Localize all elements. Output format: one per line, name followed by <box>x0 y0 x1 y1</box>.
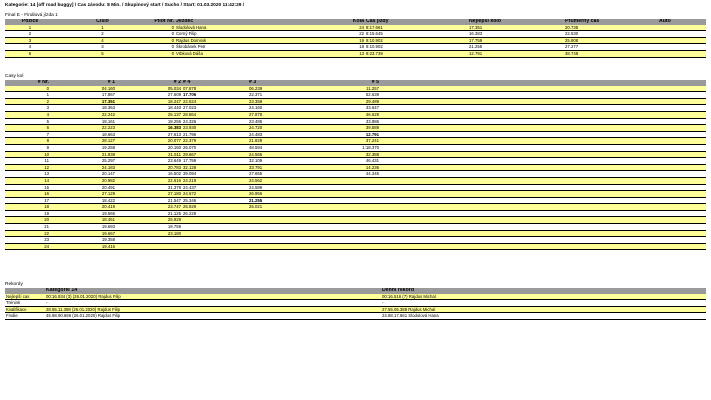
lap-cell: 22 <box>5 230 50 237</box>
final-cell: 17.759 <box>468 37 564 44</box>
lap-cell: 27.129 <box>50 191 116 198</box>
lap-cell: 22.624 <box>182 98 248 105</box>
lap-cell-spacer <box>380 125 706 132</box>
laps-title: Casy kol <box>5 74 24 79</box>
lap-cell-spacer <box>380 243 706 250</box>
record-cell: 27.65.05.388 Rajdus Michal <box>381 306 706 313</box>
lap-cell: 21.125 <box>116 210 182 217</box>
lap-cell-spacer <box>380 224 706 231</box>
lap-cell: 20.982 <box>50 177 116 184</box>
lap-cell: 18.422 <box>50 197 116 204</box>
lap-cell: 27.609 <box>116 92 182 99</box>
lap-cell <box>182 237 248 244</box>
lap-cell: 31.379 <box>116 184 182 191</box>
lap-cell: 23.747 <box>116 204 182 211</box>
final-cell: 19 <box>347 37 365 44</box>
laps-column-header: # 5 <box>314 80 380 86</box>
lap-cell: 27.655 <box>248 171 314 178</box>
laps-table-row <box>5 171 706 178</box>
lap-cell-spacer <box>380 105 706 112</box>
lap-cell-spacer <box>380 197 706 204</box>
lap-cell: 21.255 <box>248 197 314 204</box>
laps-table-row <box>5 243 706 250</box>
lap-cell: 17 <box>5 197 50 204</box>
lap-cell: 17.759 <box>182 158 248 165</box>
lap-cell: 15 <box>5 184 50 191</box>
final-column-header: Pozice <box>5 19 55 25</box>
final-cell: 22 <box>347 31 365 38</box>
final-cell: 4 <box>5 44 55 51</box>
lap-cell <box>314 177 380 184</box>
laps-table-row <box>5 118 706 125</box>
final-cell <box>658 44 706 51</box>
lap-cell-spacer <box>380 98 706 105</box>
laps-table-row <box>5 92 706 99</box>
lap-cell: 1 <box>5 92 50 99</box>
lap-cell: 19 <box>5 210 50 217</box>
lap-cell: 52.639 <box>314 92 380 99</box>
lap-cell <box>248 243 314 250</box>
laps-table-row <box>5 151 706 158</box>
record-cell: 24.88.17.661 Slodolová Hana <box>381 313 706 320</box>
final-column-header: Jezdec <box>175 19 347 25</box>
final-cell: 0 <box>150 25 175 31</box>
lap-cell: 32.128 <box>182 164 248 171</box>
lap-cell: 18.247 <box>116 98 182 105</box>
lap-cell: 24.326 <box>182 118 248 125</box>
lap-cell: 29.489 <box>314 98 380 105</box>
lap-cell: 1:18.370 <box>314 144 380 151</box>
lap-cell: 5 <box>5 118 50 125</box>
lap-cell: 16.383 <box>116 125 182 132</box>
lap-cell: 28.864 <box>182 111 248 118</box>
final-column-header: Nejlepší kolo <box>468 19 564 25</box>
final-cell: 5 <box>5 50 55 57</box>
laps-table-row <box>5 105 706 112</box>
laps-table-row <box>5 204 706 211</box>
final-column-header: Prumerný cas <box>564 19 658 25</box>
lap-cell: 23 <box>5 237 50 244</box>
lap-cell: 04.160 <box>50 86 116 92</box>
lap-cell: 25.346 <box>182 197 248 204</box>
lap-cell <box>248 230 314 237</box>
record-cell: - <box>381 300 706 307</box>
lap-cell: 20.783 <box>116 164 182 171</box>
lap-cell-spacer <box>380 210 706 217</box>
final-table-row <box>5 37 706 44</box>
lap-times-table <box>5 80 706 250</box>
final-column-header: Cas jízdy <box>365 19 468 25</box>
final-cell: Cerný Filip <box>175 31 347 38</box>
lap-cell <box>182 224 248 231</box>
laps-column-header: # 4 <box>182 80 248 86</box>
lap-cell: 22.371 <box>248 92 314 99</box>
record-cell: Kvalifikace <box>5 306 45 313</box>
final-cell: 8:15.645 <box>365 31 468 38</box>
lap-cell: 22.223 <box>50 125 116 132</box>
lap-cell: 24.483 <box>248 131 314 138</box>
lap-cell: 18.663 <box>50 131 116 138</box>
lap-cell: 26.956 <box>248 191 314 198</box>
lap-cell: 28.127 <box>50 138 116 145</box>
laps-table-row <box>5 210 706 217</box>
lap-cell: 16.502 <box>116 171 182 178</box>
lap-cell: 24.566 <box>248 151 314 158</box>
lap-cell: 20.160 <box>116 144 182 151</box>
lap-cell <box>248 224 314 231</box>
lap-cell: 17.351 <box>50 98 116 105</box>
final-cell <box>658 50 706 57</box>
laps-column-header: # 1 <box>50 80 116 86</box>
laps-table-row <box>5 158 706 165</box>
lap-cell: 25.929 <box>116 217 182 224</box>
lap-cell: 23.180 <box>116 230 182 237</box>
lap-cell: 20.147 <box>50 171 116 178</box>
lap-cell: 3 <box>5 105 50 112</box>
laps-table-row <box>5 98 706 105</box>
lap-cell: 12 <box>5 164 50 171</box>
final-column-header: Pilot Nr. <box>150 19 175 25</box>
lap-cell: 24.160 <box>248 105 314 112</box>
lap-cell: 14 <box>5 177 50 184</box>
lap-cell: 33.791 <box>248 164 314 171</box>
records-column-header: Denní rekord <box>381 288 706 294</box>
lap-cell: 22.379 <box>182 138 248 145</box>
lap-cell <box>182 230 248 237</box>
final-cell: Rajdus Dominik <box>175 37 347 44</box>
lap-cell: 18.256 <box>116 118 182 125</box>
lap-cell: 20 <box>5 217 50 224</box>
lap-cell-spacer <box>380 111 706 118</box>
lap-cell <box>314 197 380 204</box>
lap-cell: 46.431 <box>314 158 380 165</box>
lap-cell: 9 <box>5 144 50 151</box>
lap-cell: 25.297 <box>50 158 116 165</box>
lap-cell: 21.511 <box>116 151 182 158</box>
laps-table-row <box>5 164 706 171</box>
lap-cell: 4 <box>5 111 50 118</box>
final-cell: 1 <box>5 25 55 31</box>
lap-cell <box>314 237 380 244</box>
final-cell: 27.277 <box>564 44 658 51</box>
lap-cell: 24.589 <box>248 184 314 191</box>
lap-cell: 21.795 <box>182 131 248 138</box>
laps-table-row <box>5 125 706 132</box>
lap-cell <box>182 217 248 224</box>
records-column-header: Kategorie 14 <box>45 288 381 294</box>
lap-cell <box>248 210 314 217</box>
lap-cell-spacer <box>380 151 706 158</box>
final-cell: 17.351 <box>468 25 564 31</box>
lap-cell: 27.023 <box>182 105 248 112</box>
laps-table-row <box>5 197 706 204</box>
lap-cell: 26.070 <box>182 144 248 151</box>
lap-cell: 33.886 <box>314 118 380 125</box>
final-table-row <box>5 50 706 57</box>
lap-cell-spacer <box>380 237 706 244</box>
lap-cell: 21.829 <box>248 138 314 145</box>
record-cell: 00:16.934 (3) (26.01.2020) Rajdus Filip <box>45 294 381 300</box>
lap-cell: 18.161 <box>50 118 116 125</box>
lap-cell: 25.021 <box>248 204 314 211</box>
final-cell: 12.791 <box>468 50 564 57</box>
final-cell <box>658 37 706 44</box>
final-cell: 8:10.902 <box>365 37 468 44</box>
lap-cell: 19.566 <box>50 210 116 217</box>
laps-column-header: # 2 <box>116 80 182 86</box>
lap-cell: 20.491 <box>50 184 116 191</box>
lap-cell: 24.219 <box>182 177 248 184</box>
final-title: Final E - Finálová jízda 1 <box>5 13 58 18</box>
final-table-row <box>5 44 706 51</box>
laps-table-row <box>5 144 706 151</box>
record-cell: - <box>45 300 381 307</box>
lap-cell: 24.183 <box>50 164 116 171</box>
final-cell: 18 <box>347 44 365 51</box>
final-cell: 25.808 <box>564 37 658 44</box>
lap-cell: 32.388 <box>314 151 380 158</box>
records-table-row <box>5 306 706 313</box>
final-cell: 3 <box>55 44 150 51</box>
lap-cell: 20.077 <box>116 138 182 145</box>
lap-cell: 19.667 <box>50 230 116 237</box>
lap-cell: 24.562 <box>248 177 314 184</box>
final-cell: 0 <box>150 37 175 44</box>
laps-table-row <box>5 177 706 184</box>
lap-cell: 23.358 <box>248 98 314 105</box>
lap-cell: 17.706 <box>182 92 248 99</box>
lap-cell: 21 <box>5 224 50 231</box>
records-table-row <box>5 313 706 320</box>
final-column-header: Auto <box>658 19 706 25</box>
lap-cell: 18 <box>5 204 50 211</box>
lap-cell-spacer <box>380 164 706 171</box>
lap-cell: 06.239 <box>248 86 314 92</box>
lap-cell <box>248 217 314 224</box>
final-cell: 2 <box>55 31 150 38</box>
lap-cell: 44.345 <box>314 171 380 178</box>
final-cell: 0 <box>150 31 175 38</box>
record-cell: Finále <box>5 313 45 320</box>
final-cell: 22.530 <box>564 31 658 38</box>
lap-cell: 48.594 <box>248 144 314 151</box>
final-cell: 3 <box>5 37 55 44</box>
laps-column-header: # Nr. <box>5 80 50 86</box>
lap-cell: 23.649 <box>116 158 182 165</box>
lap-cell: 25.929 <box>182 204 248 211</box>
record-cell: 45.98.90.686 (26.01.2020) Rajdus Filip <box>45 313 381 320</box>
lap-cell-spacer <box>380 131 706 138</box>
final-table-row <box>5 31 706 38</box>
lap-cell-spacer <box>380 177 706 184</box>
lap-cell <box>314 204 380 211</box>
final-cell: 1 <box>55 25 150 31</box>
lap-cell-spacer <box>380 171 706 178</box>
lap-cell: 8 <box>5 138 50 145</box>
final-cell: 21.255 <box>468 44 564 51</box>
final-cell: Slodolová Hana <box>175 25 347 31</box>
final-cell: 2 <box>5 31 55 38</box>
lap-cell: 27.878 <box>248 111 314 118</box>
lap-cell: 13 <box>5 171 50 178</box>
records-title: Rekordy <box>5 282 23 287</box>
final-results-table <box>5 19 706 58</box>
lap-cell: 18.363 <box>50 105 116 112</box>
lap-cell: 23.486 <box>248 118 314 125</box>
lap-cell: 21.838 <box>50 151 116 158</box>
lap-cell: 29.667 <box>182 151 248 158</box>
lap-cell: 25.137 <box>116 111 182 118</box>
final-cell: 0 <box>150 44 175 51</box>
laps-table-row <box>5 184 706 191</box>
lap-cell: 19.358 <box>50 237 116 244</box>
lap-cell <box>314 230 380 237</box>
lap-cell: 32.109 <box>248 158 314 165</box>
lap-cell: 05.034 <box>116 86 182 92</box>
final-cell: 20.735 <box>564 25 658 31</box>
lap-cell-spacer <box>380 204 706 211</box>
record-cell: Nejlepší cas <box>5 294 45 300</box>
lap-cell: 39.094 <box>182 171 248 178</box>
laps-table-row <box>5 224 706 231</box>
laps-table-row <box>5 217 706 224</box>
lap-cell: 24.672 <box>182 191 248 198</box>
lap-cell <box>314 191 380 198</box>
lap-cell <box>314 243 380 250</box>
final-cell: 16.383 <box>468 31 564 38</box>
final-cell: 38.748 <box>564 50 658 57</box>
lap-cell: 19.693 <box>50 224 116 231</box>
lap-cell: 12.791 <box>314 131 380 138</box>
final-cell: 24 <box>347 25 365 31</box>
laps-table-row <box>5 230 706 237</box>
lap-cell: 39.589 <box>314 125 380 132</box>
lap-cell-spacer <box>380 92 706 99</box>
laps-table-row <box>5 191 706 198</box>
final-cell: 8:10.902 <box>365 44 468 51</box>
lap-cell: 11.257 <box>314 86 380 92</box>
lap-cell: 7 <box>5 131 50 138</box>
lap-cell-spacer <box>380 191 706 198</box>
race-info-line: Kategorie: 14 [off road buggy] / Cas závodu: 8 Min. / Skupinový start / Sucho / Start: 01.03.2020 11:42:29 / <box>5 3 245 8</box>
lap-cell: 23.930 <box>182 125 248 132</box>
laps-table-row <box>5 111 706 118</box>
lap-cell: 27.180 <box>116 191 182 198</box>
lap-cell: 24.720 <box>248 125 314 132</box>
final-cell: 13 <box>347 50 365 57</box>
lap-cell-spacer <box>380 158 706 165</box>
lap-cell <box>182 243 248 250</box>
lap-cell <box>314 210 380 217</box>
lap-cell: 2 <box>5 98 50 105</box>
lap-cell: 16 <box>5 191 50 198</box>
final-cell: Škrobánek Petr <box>175 44 347 51</box>
lap-cell: 21.547 <box>116 197 182 204</box>
lap-cell: 19.258 <box>50 144 116 151</box>
final-cell: 5 <box>55 50 150 57</box>
lap-cell <box>116 237 182 244</box>
lap-cell <box>314 217 380 224</box>
lap-cell <box>248 237 314 244</box>
lap-cell-spacer <box>380 184 706 191</box>
lap-cell: 19.415 <box>50 243 116 250</box>
final-column-header: Kola <box>347 19 365 25</box>
lap-cell: 46.629 <box>314 111 380 118</box>
lap-cell: 37.241 <box>314 138 380 145</box>
lap-cell: 24 <box>5 243 50 250</box>
record-cell: Trénink <box>5 300 45 307</box>
records-table-row <box>5 300 706 307</box>
lap-cell: 33.647 <box>314 105 380 112</box>
lap-cell: 22.242 <box>50 111 116 118</box>
laps-table-row <box>5 237 706 244</box>
laps-table-row <box>5 131 706 138</box>
record-cell: 00:16.516 (7) Rajdus Michal <box>381 294 706 300</box>
lap-cell: 27.613 <box>116 131 182 138</box>
lap-cell: 20.419 <box>50 204 116 211</box>
lap-cell: 14.236 <box>314 164 380 171</box>
lap-cell: 22.616 <box>116 177 182 184</box>
laps-table-row <box>5 138 706 145</box>
lap-cell <box>314 224 380 231</box>
lap-cell: 10 <box>5 151 50 158</box>
final-cell: Vrbková Dáša <box>175 50 347 57</box>
lap-cell <box>116 243 182 250</box>
lap-cell: 11 <box>5 158 50 165</box>
lap-cell: 24.437 <box>182 184 248 191</box>
final-cell: 8:23.739 <box>365 50 468 57</box>
record-cell: 28.95.11.398 (26.01.2020) Rajdus Filip <box>45 306 381 313</box>
lap-cell: 07.878 <box>182 86 248 92</box>
final-cell <box>658 31 706 38</box>
final-cell: 0 <box>150 50 175 57</box>
final-column-header: Císlo <box>55 19 150 25</box>
laps-column-header: # 3 <box>248 80 314 86</box>
lap-cell: 6 <box>5 125 50 132</box>
lap-cell-spacer <box>380 217 706 224</box>
lap-cell: 18.440 <box>116 105 182 112</box>
final-cell: 4 <box>55 37 150 44</box>
lap-cell: 19.759 <box>116 224 182 231</box>
final-cell: 8:17.661 <box>365 25 468 31</box>
lap-cell-spacer <box>380 144 706 151</box>
lap-cell <box>314 184 380 191</box>
lap-cell: 26.229 <box>182 210 248 217</box>
lap-cell: 0 <box>5 86 50 92</box>
records-table <box>5 288 706 320</box>
lap-cell: 18.451 <box>50 217 116 224</box>
lap-cell-spacer <box>380 118 706 125</box>
lap-cell: 17.867 <box>50 92 116 99</box>
lap-cell-spacer <box>380 138 706 145</box>
lap-cell-spacer <box>380 230 706 237</box>
